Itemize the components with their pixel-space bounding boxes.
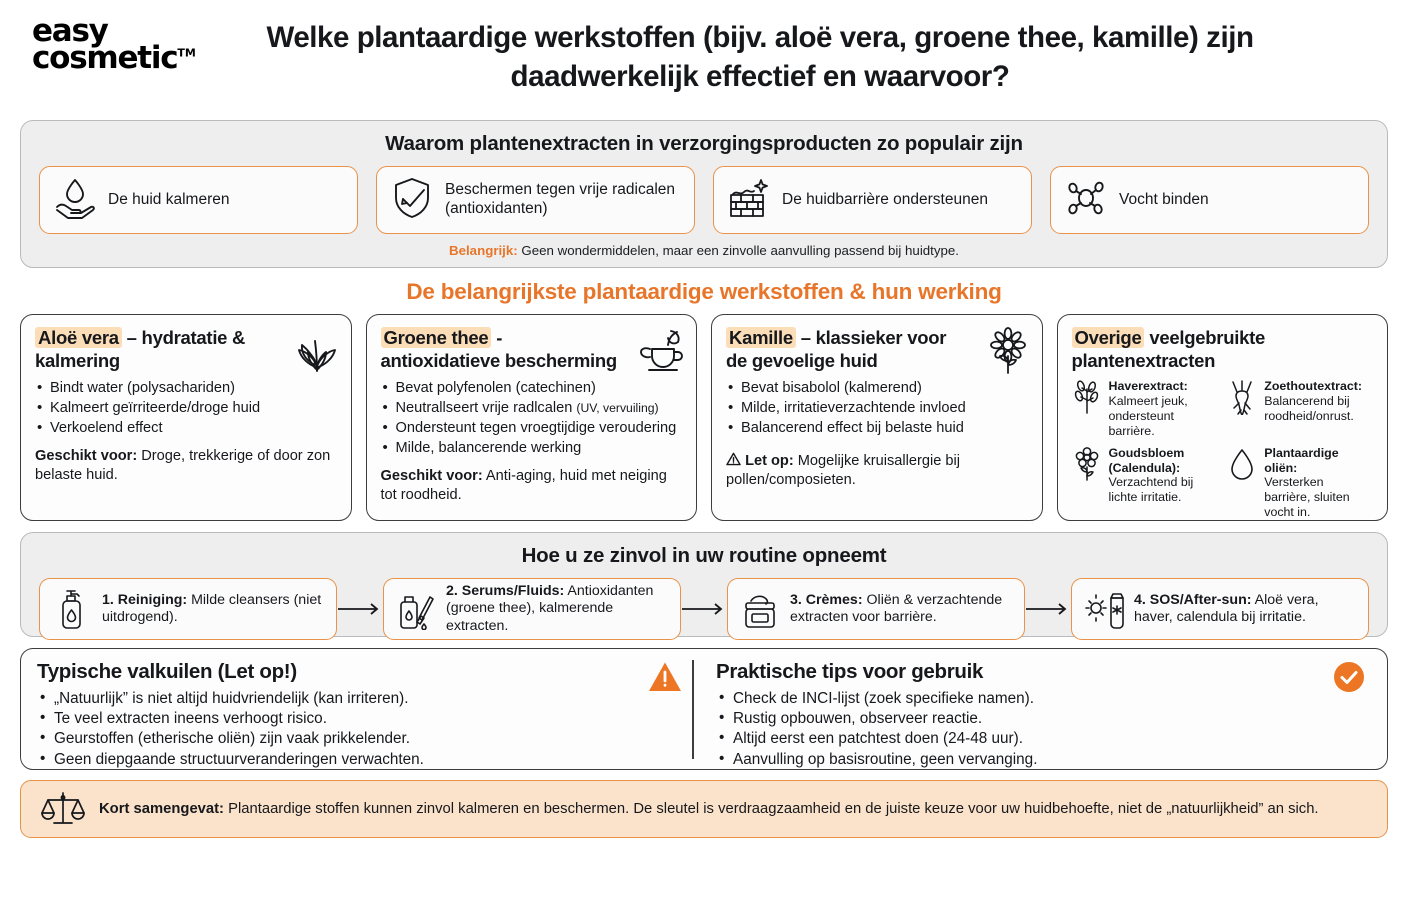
routine-step-text: 4. SOS/After-sun: Aloë vera, haver, calendula bij irritatie. xyxy=(1134,591,1319,625)
why-note-label: Belangrijk: xyxy=(448,243,518,258)
active-card-aloe-vera[interactable] xyxy=(20,314,352,521)
title-highlight: Groene thee xyxy=(381,327,492,348)
why-panel xyxy=(20,120,1388,268)
title-rest: – klassieker voor de gevoelige huid xyxy=(726,327,947,371)
active-card-footnote xyxy=(381,467,683,505)
page-title: Welke plantaardige werkstoffen (bijv. aloë vera, groene thee, kamille) zijn daadwerkelijk effectief en waarvoor? xyxy=(266,21,1254,94)
list-item: • Geen diepgaande structuurveranderingen verwachten. xyxy=(37,750,678,770)
active-card-title xyxy=(1072,327,1374,372)
routine-arrow xyxy=(1025,602,1071,616)
list-item: • Kalmeert geïrriteerde/droge huid xyxy=(35,399,337,418)
oat-sprig-icon xyxy=(1072,379,1102,415)
footnote-text: Droge, trekkerige of door zon belaste huid. xyxy=(35,448,331,483)
licorice-root-icon xyxy=(1227,379,1257,415)
active-card-groene-thee[interactable] xyxy=(366,314,698,521)
daisy-flower-icon xyxy=(984,327,1032,375)
why-item-label: De huidbarrière ondersteunen xyxy=(782,190,988,208)
active-card-bullets xyxy=(726,379,1028,438)
routine-step-reiniging[interactable] xyxy=(39,578,337,640)
other-extract-text: Zoethoutextract: Balancerend bij roodheid/onrust. xyxy=(1264,379,1373,424)
sun-tube-icon xyxy=(1085,588,1123,630)
why-heading: Waarom plantenextracten in verzorgingsproducten zo populair zijn xyxy=(385,132,1023,155)
why-item-skin-barrier[interactable] xyxy=(713,166,1032,234)
tips-heading: Praktische tips voor gebruik xyxy=(716,660,984,683)
balance-scales-icon xyxy=(41,789,85,829)
title-highlight: Kamille xyxy=(726,327,796,348)
active-card-kamille[interactable] xyxy=(711,314,1043,521)
other-extracts-grid xyxy=(1072,379,1374,520)
why-item-calm-skin[interactable] xyxy=(39,166,358,234)
routine-step-label: 2. Serums/Fluids: xyxy=(446,583,565,600)
why-items xyxy=(21,166,1387,234)
routine-step-cremes[interactable] xyxy=(727,578,1025,640)
list-item: • Ondersteunt tegen vroegtijdige veroudering xyxy=(381,419,683,438)
list-item: • Rustig opbouwen, observeer reactie. xyxy=(716,709,1357,729)
why-item-label: Vocht binden xyxy=(1119,190,1209,208)
list-item: • Geurstoffen (etherische oliën) zijn vaak prikkelender. xyxy=(37,729,678,749)
list-item: • Balancerend effect bij belaste huid xyxy=(726,419,1028,438)
oil-drop-icon xyxy=(1227,446,1257,482)
list-item: • „Natuurlijk” is niet altijd huidvriendelijk (kan irriteren). xyxy=(37,689,678,709)
why-item-antioxidants[interactable] xyxy=(376,166,695,234)
other-extract-text: Haverextract: Kalmeert jeuk, ondersteunt barrière. xyxy=(1109,379,1218,439)
routine-step-text: 2. Serums/Fluids: Antioxidanten (groene thee), kalmerende extracten. xyxy=(446,583,654,634)
footnote-label: Let op: xyxy=(745,453,794,470)
list-item: • Check de INCI-lijst (zoek specifieke namen). xyxy=(716,689,1357,709)
pitfalls-list xyxy=(37,689,678,770)
routine-arrow xyxy=(337,602,383,616)
molecule-icon xyxy=(1064,177,1108,224)
brick-wall-sparkle-icon xyxy=(727,177,771,224)
summary-text: Kort samengevat: Plantaardige stoffen kunnen zinvol kalmeren en beschermen. De sleutel is verdraagzaamheid en de juiste keuze voor uw huidbehoefte, niet de „natuurlijkheid” an sich. xyxy=(99,800,1319,817)
title-rest: veelgebruikte plantenextracten xyxy=(1071,327,1265,371)
cream-jar-icon xyxy=(741,588,779,630)
routine-step-label: 3. Crèmes: xyxy=(790,591,863,608)
pump-bottle-icon xyxy=(53,588,91,630)
footnote-label: Geschikt voor: xyxy=(35,448,138,465)
other-extract-text: Goudsbloem (Calendula): Verzachtend bij lichte irritatie. xyxy=(1109,446,1218,506)
brand-line-2: cosmetic™ xyxy=(32,39,196,76)
trademark-mark: TM xyxy=(177,46,196,60)
active-card-footnote xyxy=(35,447,337,485)
routine-step-sos-aftersun[interactable] xyxy=(1071,578,1369,640)
why-note-text: Geen wondermiddelen, maar een zinvolle aanvulling passend bij huidtype. xyxy=(517,243,959,258)
pitfalls-heading: Typische valkuilen (Let op!) xyxy=(37,660,297,683)
hand-water-drop-icon xyxy=(53,177,97,224)
active-card-title xyxy=(35,327,337,372)
why-item-label: Beschermen tegen vrije radicalen (antioxidanten) xyxy=(445,181,676,217)
why-item-bind-moisture[interactable] xyxy=(1050,166,1369,234)
list-item: • Neutrallseert vrije radlcalen (UV, vervuiling) xyxy=(381,399,683,418)
title-rest: – hydratatie & kalmering xyxy=(35,327,246,371)
routine-step-label: 4. SOS/After-sun: xyxy=(1134,591,1252,608)
list-item: • Verkoelend effect xyxy=(35,419,337,438)
routine-steps xyxy=(21,578,1387,640)
serum-dropper-icon xyxy=(397,588,435,630)
routine-arrow xyxy=(681,602,727,616)
calendula-flower-icon xyxy=(1072,446,1102,482)
other-extract-label: Zoethoutextract: xyxy=(1264,379,1363,394)
footnote-label: Geschikt voor: xyxy=(380,468,483,484)
routine-step-serums[interactable] xyxy=(383,578,681,640)
footnote-text: Anti-aging, huid met neiging tot roodheid. xyxy=(380,468,667,503)
actives-heading: De belangrijkste plantaardige werkstoffen & hun werking xyxy=(406,279,1002,304)
other-extract-zoethoutextract xyxy=(1227,379,1373,439)
list-item: • Altijd eerst een patchtest doen (24-48 uur). xyxy=(716,729,1357,749)
routine-panel xyxy=(20,532,1388,637)
other-extract-plantaardige-olien xyxy=(1227,446,1373,520)
other-extract-haverextract xyxy=(1072,379,1218,439)
list-item: • Bevat bisabolol (kalmerend) xyxy=(726,379,1028,398)
other-extract-text: Plantaardige oliën: Versterken barrière, sluiten vocht in. xyxy=(1264,446,1373,520)
list-item: • Milde, irritatieverzachtende invloed xyxy=(726,399,1028,418)
why-item-label: De huid kalmeren xyxy=(108,190,230,208)
active-card-bullets xyxy=(35,379,337,438)
other-extract-goudsbloem xyxy=(1072,446,1218,520)
active-card-title xyxy=(726,327,1028,372)
routine-step-text: 3. Crèmes: Oliën & verzachtende extracten voor barrière. xyxy=(790,591,1003,625)
list-item: • Bindt water (polysachariden) xyxy=(35,379,337,398)
active-card-title xyxy=(381,327,683,372)
title-highlight: Aloë vera xyxy=(35,327,122,348)
title-rest: - antioxidatieve bescherming xyxy=(380,327,617,371)
aloe-plant-icon xyxy=(293,327,341,375)
active-card-overige[interactable] xyxy=(1057,314,1389,521)
actives-cards xyxy=(20,314,1388,521)
header xyxy=(20,0,1388,120)
summary-label: Kort samengevat: xyxy=(99,800,224,817)
other-extract-label: Goudsbloem (Calendula): xyxy=(1108,445,1185,475)
list-item: • Aanvulling op basisroutine, geen vervanging. xyxy=(716,750,1357,770)
shield-check-icon xyxy=(390,176,434,225)
list-item-annotation: (UV, vervuiling) xyxy=(576,401,659,416)
active-card-footnote xyxy=(726,452,1028,490)
warning-triangle-icon xyxy=(726,453,741,469)
brand-line-1: easy xyxy=(32,13,108,49)
brand-logo xyxy=(32,13,242,76)
title-highlight: Overige xyxy=(1072,327,1145,348)
list-item: • Milde, balancerende werking xyxy=(381,439,683,458)
active-card-bullets xyxy=(381,379,683,458)
list-item: • Bevat polyfenolen (catechinen) xyxy=(381,379,683,398)
routine-step-label: 1. Reiniging: xyxy=(102,591,188,608)
routine-step-text: 1. Reiniging: Milde cleansers (niet uitdrogend). xyxy=(102,591,322,625)
list-item: • Te veel extracten ineens verhoogt risico. xyxy=(37,709,678,729)
footnote-text: Mogelijke kruisallergie bij pollen/composieten. xyxy=(726,453,960,488)
pitfalls-column xyxy=(37,660,692,768)
routine-heading: Hoe u ze zinvol in uw routine opneemt xyxy=(521,544,887,567)
tips-column xyxy=(692,660,1371,768)
tips-list xyxy=(716,689,1357,770)
bottom-panel xyxy=(20,648,1388,770)
summary-bar xyxy=(20,780,1388,838)
tea-cup-leaf-icon xyxy=(638,327,686,375)
why-note xyxy=(21,234,1387,258)
other-extract-label: Haverextract: xyxy=(1108,379,1188,394)
other-extract-label: Plantaardige oliën: xyxy=(1264,445,1339,475)
